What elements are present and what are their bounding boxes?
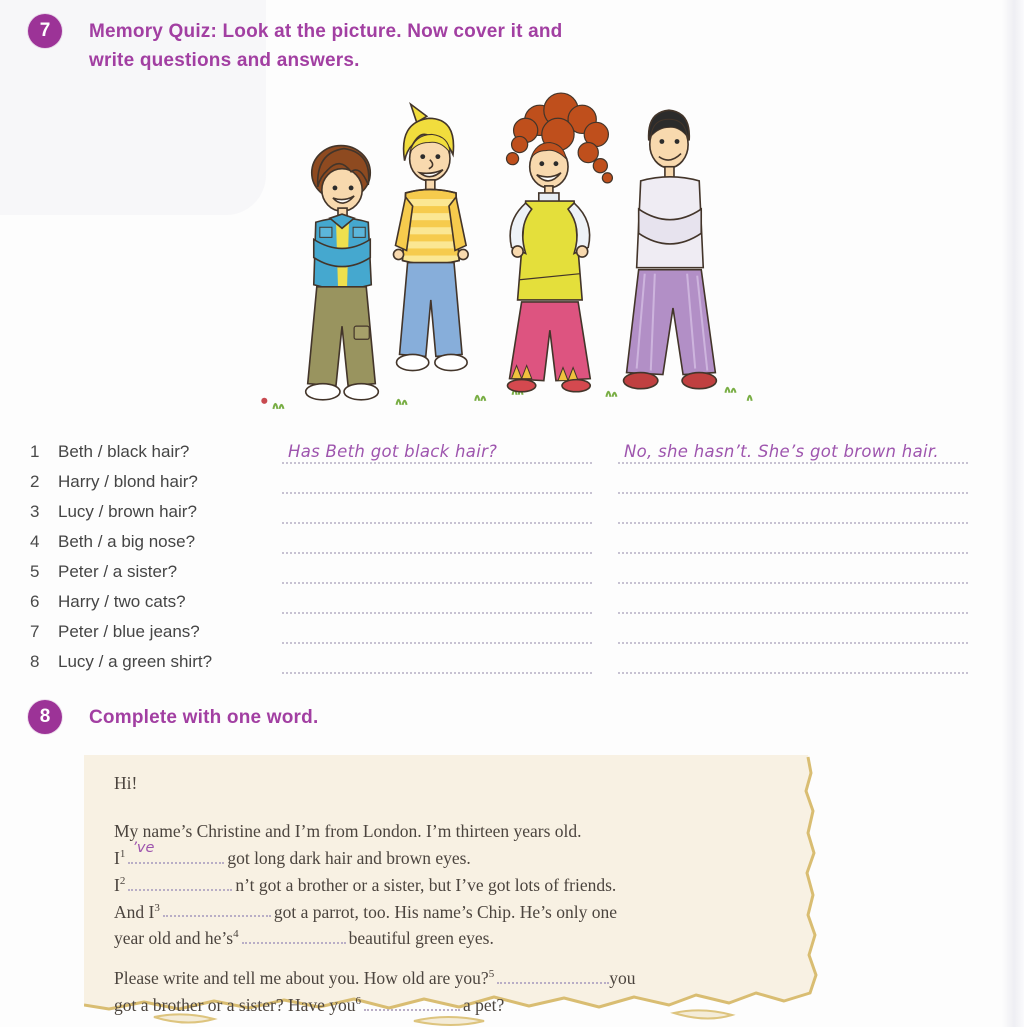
character-boy-blond-hair — [393, 104, 468, 370]
gap-blank-2 — [128, 873, 232, 891]
letter-text — [114, 772, 764, 1017]
letter-line: $I^2$ n’t got a brother or a sister, but I’ve got lots of friends. — [114, 874, 617, 895]
letter-line: My name’s Christine and I’m from London. I’m thirteen years old. — [114, 821, 582, 841]
row-prompt: Harry / blond hair? — [58, 472, 198, 491]
row-prompt: Harry / two cats? — [58, 592, 186, 611]
row-prompt: Beth / black hair? — [58, 442, 190, 461]
row-number: 8 — [30, 652, 40, 671]
question-answer-line — [282, 556, 592, 584]
letter-greeting: Hi! — [114, 773, 138, 793]
letter-line: Please write and tell me about you. How old are you?$^5$ you — [114, 968, 636, 989]
question-answer-line — [282, 586, 592, 614]
exercise-7-title — [89, 14, 562, 76]
answer-line — [618, 496, 968, 524]
row-number: 5 — [30, 562, 40, 581]
row-number: 3 — [30, 502, 40, 521]
letter-line: year old and $he’s^4$ beautiful green eyes. — [114, 928, 494, 949]
answer-line — [618, 586, 968, 614]
answer-line — [618, 616, 968, 644]
handwritten-question: Has Beth got black hair? — [288, 442, 498, 461]
row-prompt: Peter / a sister? — [58, 562, 178, 581]
question-answer-line — [282, 436, 592, 464]
row-number: 4 — [30, 532, 40, 551]
exercise-8-header — [28, 700, 318, 734]
row-prompt: Lucy / a green shirt? — [58, 652, 213, 671]
row-number: 2 — [30, 472, 40, 491]
quiz-row-6 — [30, 584, 990, 614]
quiz-row-3 — [30, 494, 990, 524]
blank-number: 1 — [119, 848, 126, 860]
letter-line: $I^1$ ’ve got long dark hair and brown eyes. — [114, 843, 764, 870]
quiz-row-2 — [30, 464, 990, 494]
question-answer-line — [282, 616, 592, 644]
gap-blank-5 — [497, 966, 609, 984]
row-prompt: Beth / a big nose? — [58, 532, 196, 551]
letter-paper — [84, 755, 828, 1027]
blank-number: 2 — [119, 874, 126, 887]
quiz-row-7 — [30, 614, 990, 644]
letter-line: got a brother or a sister? Have you$^6$ a pet? — [114, 994, 505, 1015]
blank-number: 3 — [154, 901, 160, 914]
quiz-row-8 — [30, 644, 990, 674]
question-answer-line — [282, 646, 592, 674]
blank-number: 5 — [488, 968, 495, 981]
memory-quiz-list — [30, 434, 990, 674]
character-girl-red-curly-hair — [506, 93, 612, 392]
quiz-row-5 — [30, 554, 990, 584]
row-prompt: Lucy / brown hair? — [58, 502, 197, 521]
answer-line — [618, 526, 968, 554]
gap-blank-4 — [242, 926, 346, 944]
gap-blank-3 — [163, 899, 271, 917]
question-answer-line — [282, 526, 592, 554]
answer-line — [618, 466, 968, 494]
question-answer-line — [282, 496, 592, 524]
blank-number: 4 — [233, 928, 239, 941]
exercise-7-title-line2: write questions and answers. — [89, 50, 360, 72]
flower-dot — [261, 398, 267, 404]
gap-blank-1 — [128, 839, 224, 864]
row-number: 1 — [30, 442, 40, 461]
quiz-row-4 — [30, 524, 990, 554]
exercise-7-title-line1: Memory Quiz: Look at the picture. Now cover it and — [89, 21, 563, 42]
row-number: 7 — [30, 622, 40, 641]
page-edge-shadow — [1002, 0, 1024, 1027]
blank-number: 6 — [355, 995, 362, 1008]
exercise-8-number-badge: 8 — [28, 700, 62, 734]
letter-line: And $I^3$ got a parrot, too. His name’s Chip. He’s only one — [114, 901, 617, 922]
character-man-black-hair — [624, 110, 717, 388]
character-girl-brown-hair — [306, 146, 379, 400]
answer-line — [618, 646, 968, 674]
gap-blank-6 — [364, 993, 460, 1011]
exercise-7-header — [28, 14, 562, 76]
answer-line — [618, 436, 968, 464]
characters-illustration — [255, 86, 760, 421]
row-prompt: Peter / blue jeans? — [58, 622, 200, 641]
exercise-8-title: Complete with one word. — [89, 707, 319, 728]
quiz-row-1 — [30, 434, 990, 464]
handwritten-gap-answer: ’ve — [132, 839, 155, 856]
row-number: 6 — [30, 592, 40, 611]
handwritten-answer: No, she hasn’t. She’s got brown hair. — [624, 442, 939, 461]
exercise-7-number-badge: 7 — [28, 14, 62, 48]
answer-line — [618, 556, 968, 584]
question-answer-line — [282, 466, 592, 494]
